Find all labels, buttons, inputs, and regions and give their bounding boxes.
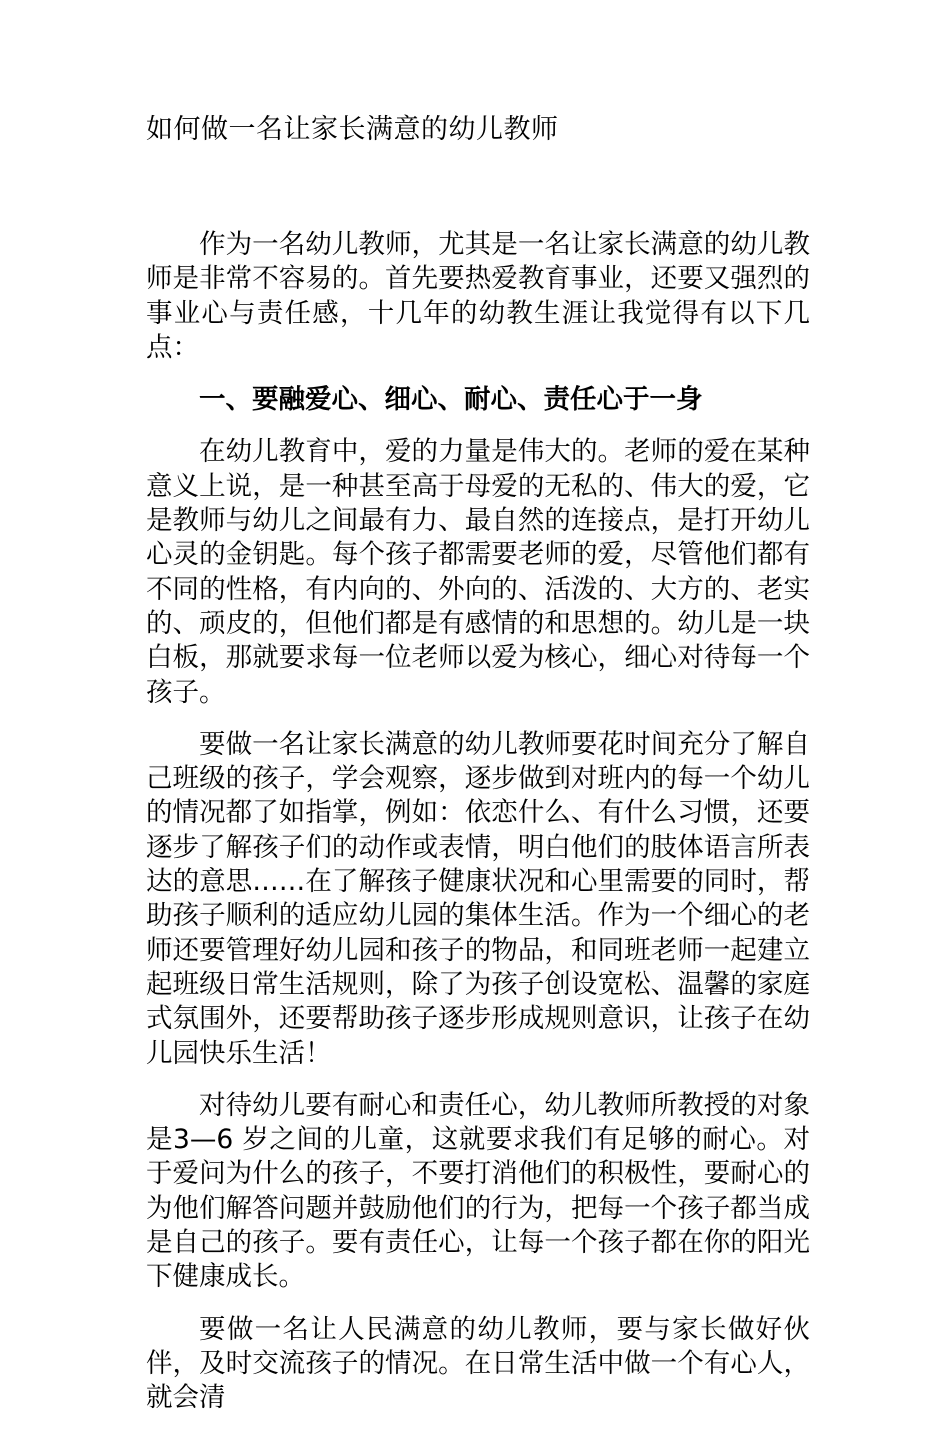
section-heading: 一、要融爱心、细心、耐心、责任心于一身 — [199, 384, 703, 416]
document-body — [146, 228, 810, 1434]
paragraph-parents: 要做一名让人民满意的幼儿教师，要与家长做好伙伴，及时交流孩子的情况。在日常生活中做一个有心人，就会清 — [146, 1313, 810, 1414]
document-title: 如何做一名让家长满意的幼儿教师 — [146, 114, 559, 145]
paragraph-intro: 作为一名幼儿教师，尤其是一名让家长满意的幼儿教师是非常不容易的。首先要热爱教育事业，还要又强烈的事业心与责任感，十几年的幼教生涯让我觉得有以下几点： — [146, 229, 810, 363]
paragraph-care: 要做一名让家长满意的幼儿教师要花时间充分了解自己班级的孩子，学会观察，逐步做到对班内的每一个幼儿的情况都了如指掌，例如：依恋什么、有什么习惯，还要逐步了解孩子们的动作或表情，明白他们的肢体语言所表达的意思……在了解孩子健康状况和心里需要的同时，帮助孩子顺利的适应幼儿园的集体生活。作为一个细心的老师还要管理好幼儿园和孩子的物品，和同班老师一起建立起班级日常生活规则，除了为孩子创设宽松、温馨的家庭式氛围外，还要帮助孩子逐步形成规则意识，让孩子在幼儿园快乐生活！ — [146, 728, 810, 1069]
paragraph-patience: 对待幼儿要有耐心和责任心，幼儿教师所教授的对象是3—6 岁之间的儿童，这就要求我们有足够的耐心。对于爱问为什么的孩子，不要打消他们的积极性，要耐心的为他们解答问题并鼓励他们的行为，把每一个孩子都当成是自己的孩子。要有责任心，让每一个孩子都在你的阳光下健康成长。 — [146, 1089, 810, 1293]
paragraph-love: 在幼儿教育中，爱的力量是伟大的。老师的爱在某种意义上说，是一种甚至高于母爱的无私的、伟大的爱，它是教师与幼儿之间最有力、最自然的连接点，是打开幼儿心灵的金钥匙。每个孩子都需要老师的爱，尽管他们都有不同的性格，有内向的、外向的、活泼的、大方的、老实的、顽皮的，但他们都是有感情的和思想的。幼儿是一块白板，那就要求每一位老师以爱为核心，细心对待每一个孩子。 — [146, 436, 810, 708]
